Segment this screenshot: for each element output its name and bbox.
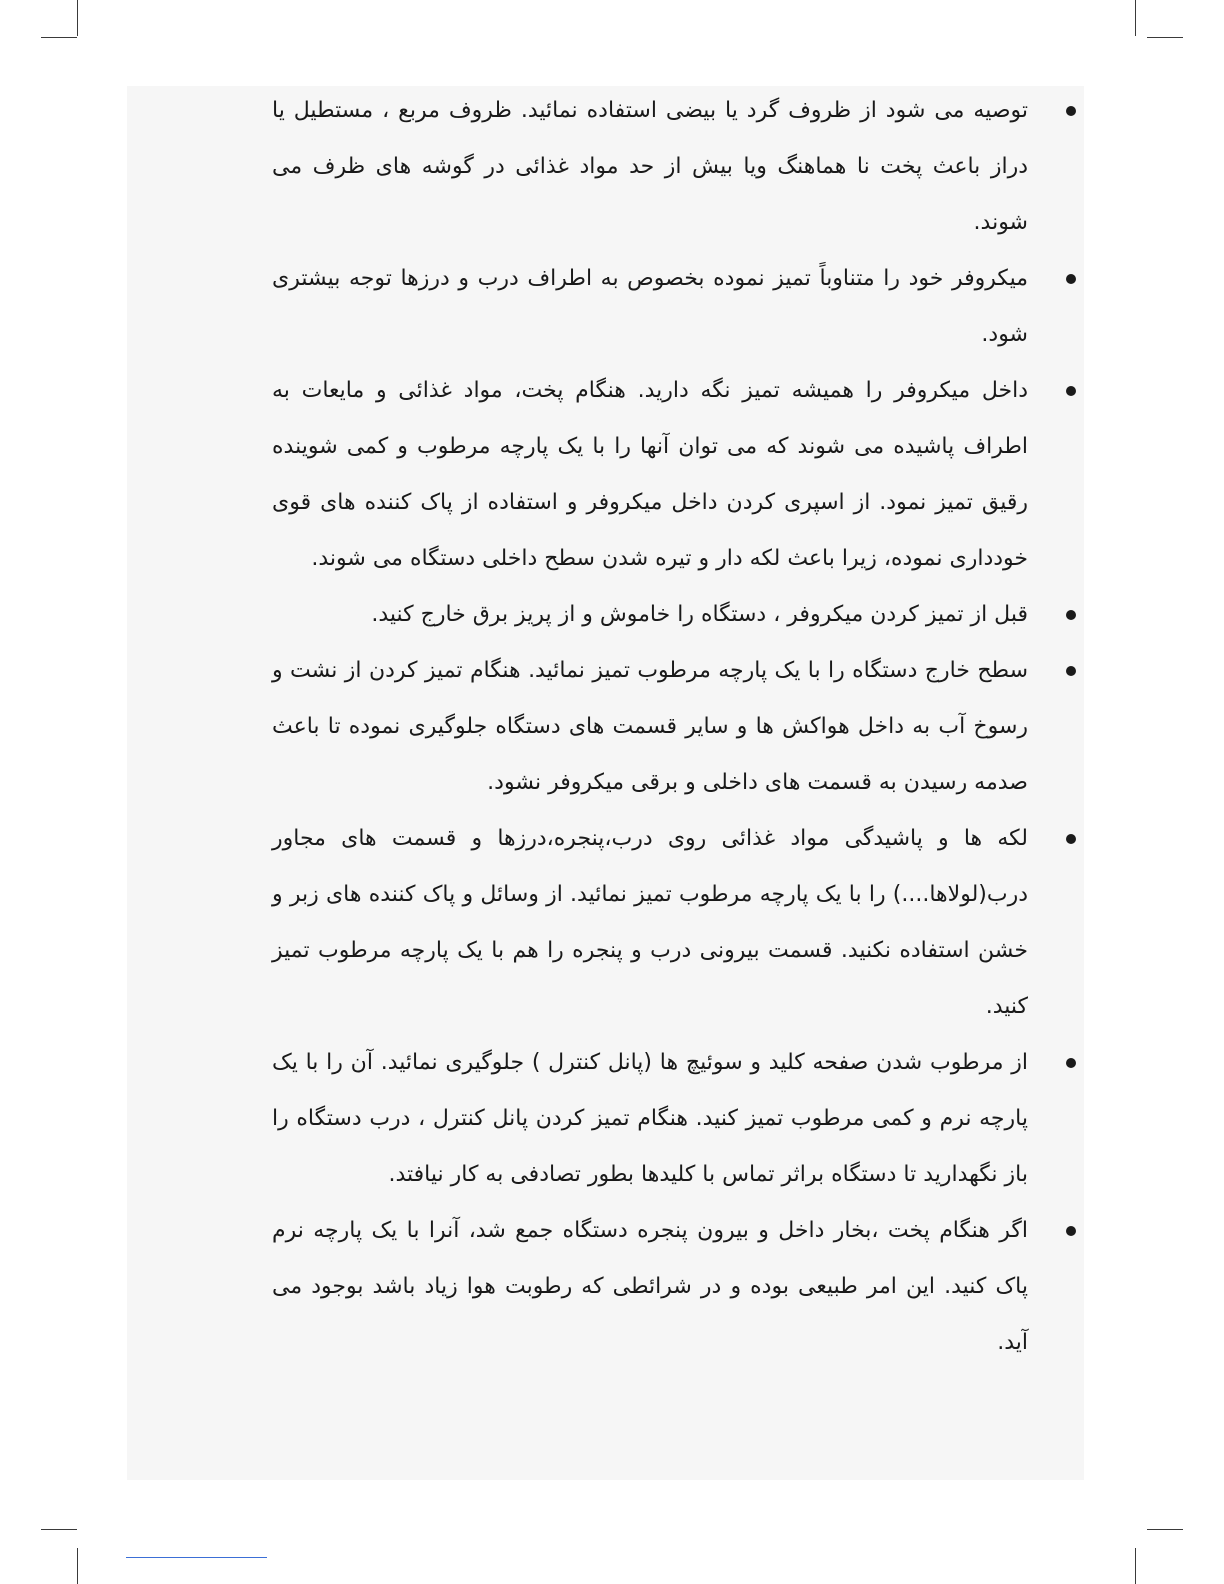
list-item-text: لکه ها و پاشیدگی مواد غذائی روی درب،پنجره،درزها و قسمت های مجاور درب(لولاها....) را با یک پارچه مرطوب تمیز نمائید. از وسائل و پاک کننده های زبر و خشن استفاده نکنید. قسمت بیرونی درب و پنجره را هم با یک پارچه مرطوب تمیز کنید. [272, 826, 1028, 1019]
crop-mark [1147, 1529, 1183, 1530]
list-item [272, 251, 1028, 363]
list-item-text: اگر هنگام پخت ،بخار داخل و بیرون پنجره دستگاه جمع شد، آنرا با یک پارچه نرم پاک کنید. این امر طبیعی بوده و در شرائطی که رطوبت هوا زیاد باشد بوجود می آید. [272, 1218, 1028, 1355]
list-item [272, 1203, 1028, 1371]
list-item-text: سطح خارج دستگاه را با یک پارچه مرطوب تمیز نمائید. هنگام تمیز کردن از نشت و رسوخ آب به داخل هواکش ها و سایر قسمت های دستگاه جلوگیری نموده تا باعث صدمه رسیدن به قسمت های داخلی و برقی میکروفر نشود. [272, 658, 1028, 795]
list-item [272, 1035, 1028, 1203]
crop-mark [1147, 37, 1183, 38]
crop-mark [77, 1548, 78, 1584]
bullet-icon [1066, 274, 1076, 284]
list-item-text: میکروفر خود را متناوباً تمیز نموده بخصوص به اطراف درب و درزها توجه بیشتری شود. [272, 266, 1028, 347]
bullet-icon [1066, 834, 1076, 844]
list-item-text: قبل از تمیز کردن میکروفر ، دستگاه را خاموش و از پریز برق خارج کنید. [371, 602, 1028, 627]
list-item-text: از مرطوب شدن صفحه کلید و سوئیچ ها (پانل کنترل ) جلوگیری نمائید. آن را با یک پارچه نرم و کمی مرطوب تمیز کنید. هنگام تمیز کردن پانل کنترل ، درب دستگاه را باز نگهدارید تا دستگاه براثر تماس با کلیدها بطور تصادفی به کار نیافتد. [272, 1050, 1028, 1187]
bullet-icon [1066, 666, 1076, 676]
list-item [272, 83, 1028, 251]
crop-mark [41, 1529, 77, 1530]
list-item-text: توصیه می شود از ظروف گرد یا بیضی استفاده نمائید. ظروف مربع ، مستطیل یا دراز باعث پخت نا هماهنگ ویا بیش از حد مواد غذائی در گوشه های ظرف می شوند. [272, 98, 1028, 235]
bullet-icon [1066, 1058, 1076, 1068]
list-item [272, 643, 1028, 811]
list-item [272, 587, 1028, 643]
bullet-list [272, 83, 1028, 1371]
bullet-icon [1066, 610, 1076, 620]
bullet-icon [1066, 386, 1076, 396]
crop-mark [1135, 0, 1136, 36]
bullet-icon [1066, 1226, 1076, 1236]
crop-mark [1135, 1548, 1136, 1584]
crop-mark [77, 0, 78, 36]
crop-mark [41, 37, 77, 38]
list-item [272, 363, 1028, 587]
list-item-text: داخل میکروفر را همیشه تمیز نگه دارید. هنگام پخت، مواد غذائی و مایعات به اطراف پاشیده می شوند که می توان آنها را با یک پارچه مرطوب و کمی شوینده رقیق تمیز نمود. از اسپری کردن داخل میکروفر و استفاده از پاک کننده های قوی خودداری نموده، زیرا باعث لکه دار و تیره شدن سطح داخلی دستگاه می شوند. [272, 378, 1028, 571]
list-item [272, 811, 1028, 1035]
bullet-icon [1066, 106, 1076, 116]
footnote-divider [126, 1557, 267, 1558]
